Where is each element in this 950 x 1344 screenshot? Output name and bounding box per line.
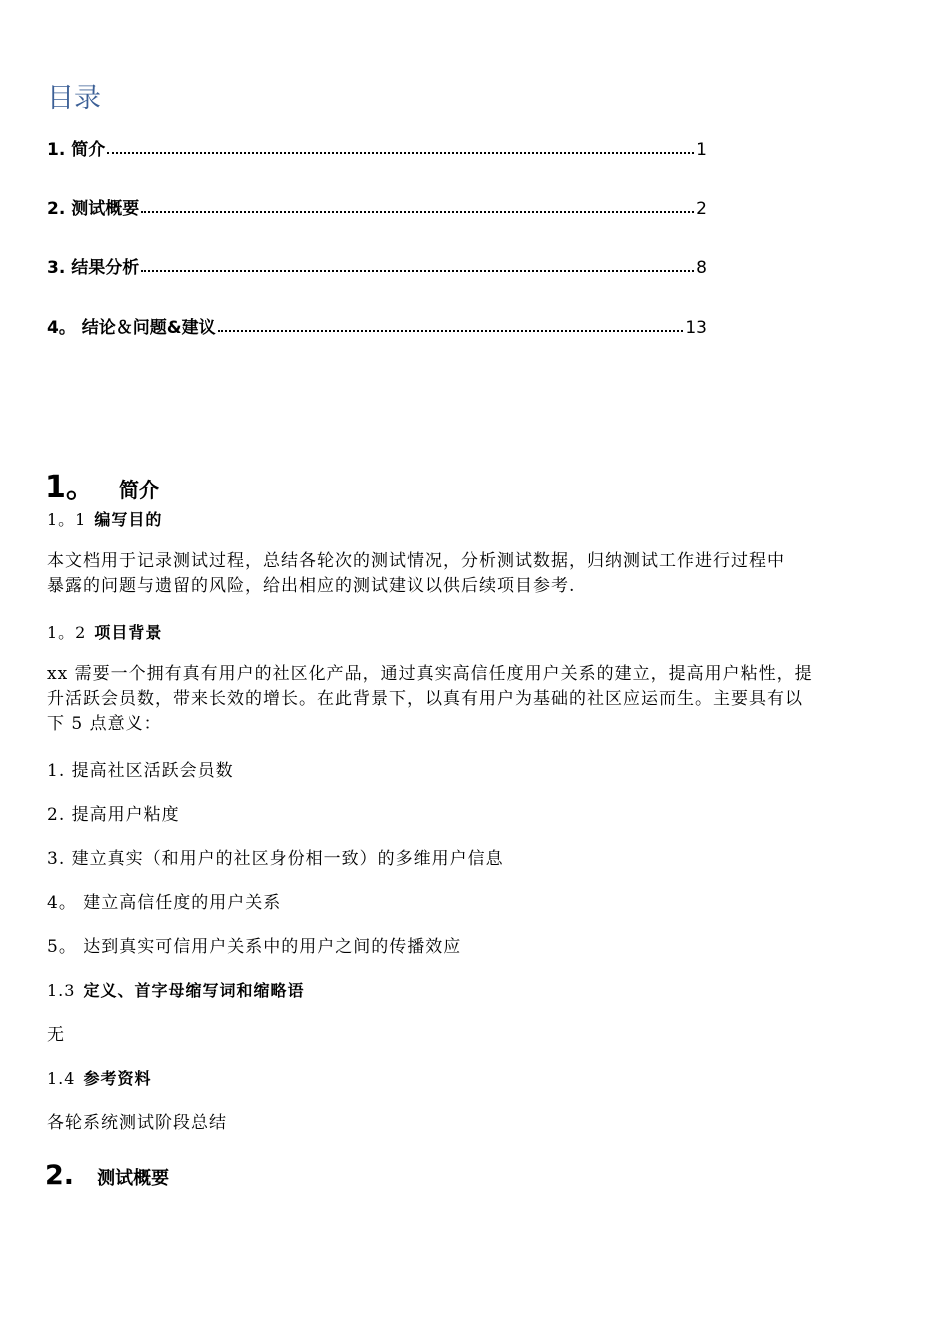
toc-entry-4[interactable] bbox=[47, 313, 707, 337]
subsection-1-2-heading bbox=[47, 620, 162, 643]
list-item: 1. 提高社区活跃会员数 bbox=[47, 761, 234, 781]
section-1-heading bbox=[45, 462, 159, 506]
toc-entry-page: 8 bbox=[696, 258, 707, 278]
definitions-text: 无 bbox=[47, 1025, 65, 1045]
toc-entry-page: 1 bbox=[696, 140, 707, 160]
toc-title: 目录 bbox=[47, 83, 101, 114]
toc-entry-label: 1. 简介 bbox=[47, 140, 106, 160]
section-number: 2. bbox=[45, 1160, 75, 1191]
toc-entry-page: 13 bbox=[685, 318, 707, 338]
subsection-1-3-heading bbox=[47, 978, 304, 1001]
paragraph-line: 暴露的问题与遗留的风险，给出相应的测试建议以供后续项目参考. bbox=[47, 576, 576, 596]
subsection-1-1-heading bbox=[47, 507, 162, 530]
subsection-1-4-heading bbox=[47, 1066, 151, 1089]
list-item: 2. 提高用户粘度 bbox=[47, 805, 180, 825]
references-text: 各轮系统测试阶段总结 bbox=[47, 1113, 227, 1133]
toc-entry-label: 3. 结果分析 bbox=[47, 258, 140, 278]
subsection-number: 1.4 bbox=[47, 1069, 76, 1088]
paragraph-background bbox=[47, 662, 907, 737]
toc-leader-dots bbox=[141, 270, 694, 272]
section-2-heading bbox=[45, 1160, 169, 1191]
subsection-number: 1。2 bbox=[47, 623, 87, 642]
toc-entry-1[interactable] bbox=[47, 135, 707, 159]
list-item: 5。 达到真实可信用户关系中的用户之间的传播效应 bbox=[47, 937, 462, 957]
section-title: 简介 bbox=[118, 478, 159, 502]
subsection-number: 1。1 bbox=[47, 510, 87, 529]
paragraph-line: 下 5 点意义： bbox=[47, 714, 162, 734]
paragraph-purpose bbox=[47, 549, 907, 599]
paragraph-line: 升活跃会员数，带来长效的增长。在此背景下，以真有用户为基础的社区应运而生。主要具有以 bbox=[47, 689, 803, 709]
toc-leader-dots bbox=[107, 152, 694, 154]
paragraph-line: 本文档用于记录测试过程，总结各轮次的测试情况，分析测试数据，归纳测试工作进行过程中 bbox=[47, 551, 785, 571]
subsection-title: 编写目的 bbox=[94, 510, 163, 529]
toc-entry-3[interactable] bbox=[47, 253, 707, 277]
list-item: 3. 建立真实（和用户的社区身份相一致）的多维用户信息 bbox=[47, 849, 504, 869]
subsection-title: 参考资料 bbox=[83, 1069, 152, 1088]
toc-leader-dots bbox=[218, 330, 684, 332]
toc-leader-dots bbox=[141, 211, 694, 213]
subsection-title: 项目背景 bbox=[94, 623, 163, 642]
list-item: 4。 建立高信任度的用户关系 bbox=[47, 893, 282, 913]
section-number: 1。 bbox=[45, 470, 96, 505]
toc-entry-label: 2. 测试概要 bbox=[47, 199, 140, 219]
paragraph-line: xx 需要一个拥有真有用户的社区化产品，通过真实高信任度用户关系的建立，提高用户粘性，提 bbox=[47, 664, 813, 684]
toc-entry-label: 4。 结论＆问题&建议 bbox=[47, 318, 216, 338]
toc-entry-2[interactable] bbox=[47, 194, 707, 218]
subsection-title: 定义、首字母缩写词和缩略语 bbox=[83, 981, 305, 1000]
section-title: 测试概要 bbox=[97, 1168, 170, 1189]
toc-entry-page: 2 bbox=[696, 199, 707, 219]
subsection-number: 1.3 bbox=[47, 981, 76, 1000]
